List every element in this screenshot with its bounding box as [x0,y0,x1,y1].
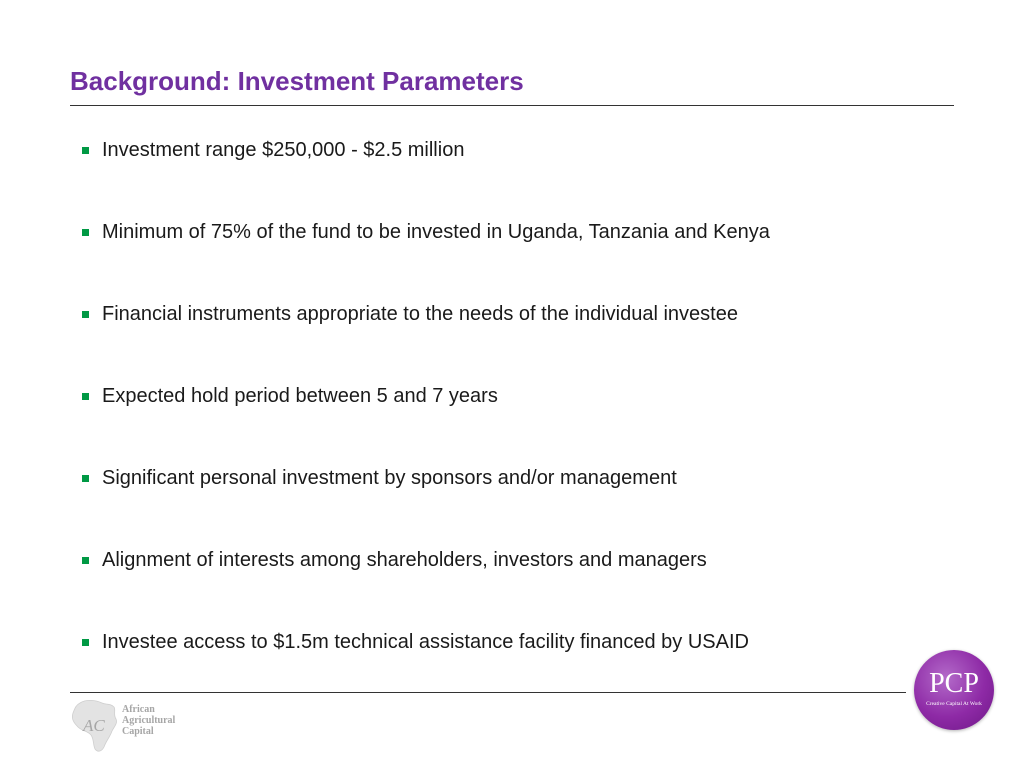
aac-logo-line: African [122,704,155,715]
bullet-text: Alignment of interests among shareholders, investors and managers [102,548,707,571]
square-bullet-icon [82,639,89,646]
bullet-item [82,437,770,519]
pcp-logo-tagline: Creative Capital At Work [926,701,982,707]
square-bullet-icon [82,475,89,482]
logo-mark: AC [83,716,105,735]
bullet-item [82,191,770,273]
bullet-item [82,519,770,601]
bullet-item [82,355,770,437]
footer-divider [70,692,906,693]
square-bullet-icon [82,147,89,154]
bullet-item [82,273,770,355]
square-bullet-icon [82,393,89,400]
slide-title: Background: Investment Parameters [70,66,524,96]
aac-logo-text [122,704,175,737]
square-bullet-icon [82,229,89,236]
square-bullet-icon [82,311,89,318]
bullet-text: Investee access to $1.5m technical assistance facility financed by USAID [102,630,749,653]
aac-logo-line: Agricultural [122,715,176,726]
bullet-text: Expected hold period between 5 and 7 years [102,384,498,407]
title-divider [70,105,954,106]
bullet-item [82,601,770,683]
bullet-list [82,109,770,683]
pcp-logo [914,650,994,730]
aac-logo-line: Capital [122,726,154,737]
pcp-logo-mark: PCP [929,668,979,699]
bullet-text: Minimum of 75% of the fund to be invested in Uganda, Tanzania and Kenya [102,220,770,243]
bullet-item [82,109,770,191]
bullet-text: Investment range $250,000 - $2.5 million [102,138,465,161]
bullet-text: Financial instruments appropriate to the needs of the individual investee [102,302,738,325]
bullet-text: Significant personal investment by sponsors and/or management [102,466,677,489]
square-bullet-icon [82,557,89,564]
